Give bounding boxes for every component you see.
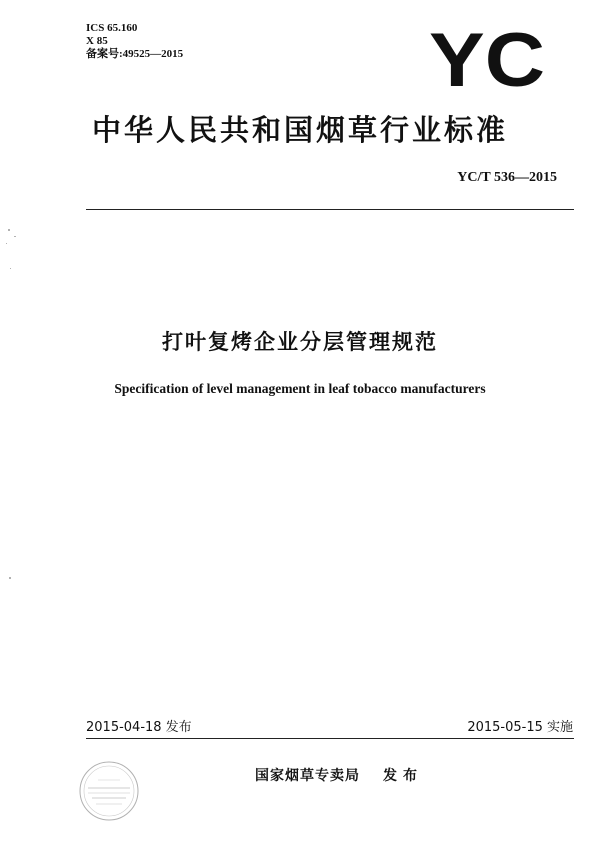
standard-code: YC/T 536—2015	[457, 170, 557, 185]
scan-speck	[9, 577, 11, 579]
yc-logo	[428, 30, 546, 88]
bottom-divider	[86, 738, 574, 739]
scan-speck	[10, 268, 11, 269]
publish-label: 发布	[383, 768, 423, 784]
record-number: 备案号:49525—2015	[86, 48, 184, 60]
document-title-zh: 打叶复烤企业分层管理规范	[162, 330, 438, 354]
watermark-stamp	[78, 760, 140, 822]
scan-speck	[14, 236, 16, 237]
scan-speck	[6, 243, 7, 244]
issuer-title: 中华人民共和国烟草行业标准	[91, 113, 508, 147]
ics-code: ICS 65.160	[86, 22, 138, 34]
classification-code: X 85	[86, 35, 108, 47]
scan-speck	[8, 229, 10, 231]
document-title-en: Specification of level management in leaf tobacco manufacturers	[114, 381, 486, 396]
top-divider	[86, 209, 574, 210]
implementation-date: 2015-05-15 实施	[467, 720, 573, 735]
yc-logo-text: YC	[429, 30, 545, 88]
issue-date: 2015-04-18 发布	[86, 720, 192, 735]
publisher-name: 国家烟草专卖局	[255, 768, 360, 784]
